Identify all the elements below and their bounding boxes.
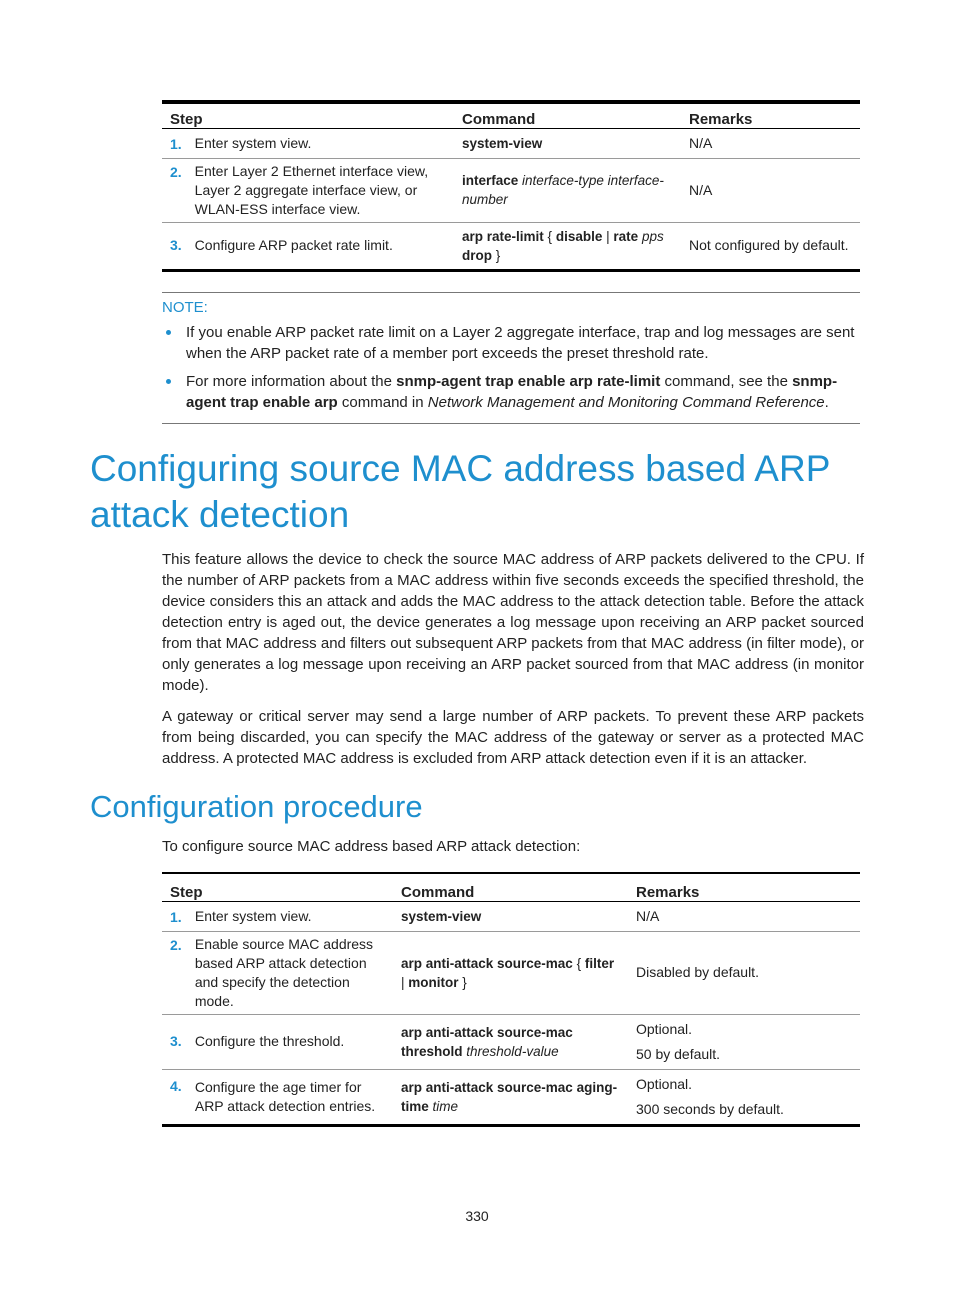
- command-text: [454, 222, 681, 270]
- command-keyword: arp anti-attack source-mac: [401, 955, 573, 971]
- remarks-text: N/A: [628, 901, 860, 931]
- col-command-header: Command: [454, 102, 681, 128]
- command-text: [454, 158, 681, 222]
- table-row: [162, 1014, 860, 1069]
- step-number: 3.: [170, 237, 182, 253]
- note-text: If you enable ARP packet rate limit on a Layer 2 aggregate interface, trap and log messages are sent when the ARP packet rate of a member port exceeds the preset threshold rate.: [186, 324, 855, 362]
- note-item: [162, 371, 860, 413]
- command-keyword: arp anti-attack source-mac threshold: [401, 1024, 573, 1059]
- command-keyword: system-view: [462, 135, 543, 151]
- section-heading: Configuring source MAC address based ARP attack detection: [90, 448, 830, 535]
- intro-paragraph: To configure source MAC address based ARP attack detection:: [162, 838, 581, 855]
- brace-open: {: [576, 955, 582, 971]
- step-text: Enable source MAC address based ARP attack detection and specify the detection mode.: [187, 931, 393, 1014]
- table-row: [162, 128, 860, 158]
- remarks-text: Optional.: [636, 1075, 693, 1092]
- col-command-header: Command: [393, 873, 628, 901]
- table-row: [162, 158, 860, 222]
- pipe: |: [606, 228, 610, 244]
- col-step-header: Step: [162, 102, 454, 128]
- command-argument: pps: [641, 228, 664, 244]
- table-row: [162, 901, 860, 931]
- step-text: Configure ARP packet rate limit.: [194, 237, 393, 253]
- table-row: [162, 1069, 860, 1125]
- note-label: NOTE:: [162, 299, 208, 316]
- remarks-text: N/A: [681, 158, 860, 222]
- command-text: [393, 1069, 628, 1125]
- step-number: 3.: [162, 1014, 187, 1069]
- command-keyword: system-view: [401, 908, 482, 924]
- command-keyword: rate: [613, 228, 639, 244]
- brace-open: {: [547, 228, 553, 244]
- step-number: 2.: [162, 158, 187, 222]
- step-number: 1.: [162, 901, 187, 931]
- table-row: [162, 931, 860, 1014]
- remarks-cell: [628, 1014, 860, 1069]
- note-list: [162, 322, 860, 413]
- table-row: [162, 222, 860, 270]
- command-argument: time: [432, 1098, 459, 1114]
- remarks-text: N/A: [681, 128, 860, 158]
- reference-title: Network Management and Monitoring Command Reference: [427, 394, 825, 411]
- note-text: .: [824, 394, 829, 411]
- step-text: Configure the threshold.: [187, 1014, 393, 1069]
- step-text: Enter Layer 2 Ethernet interface view, Layer 2 aggregate interface view, or WLAN-ESS interface view.: [187, 158, 454, 222]
- step-number: 2.: [162, 931, 187, 1014]
- step-text: Enter system view.: [187, 128, 454, 158]
- rate-limit-steps-table: [162, 100, 860, 272]
- command-keyword: drop: [462, 247, 492, 263]
- note-text: command, see the: [664, 373, 788, 390]
- command-keyword: snmp-agent trap enable arp: [186, 373, 838, 411]
- bullet-icon: [166, 330, 171, 335]
- subsection-heading: Configuration procedure: [90, 789, 423, 824]
- step-number: 4.: [170, 1077, 182, 1094]
- body-paragraph: This feature allows the device to check the source MAC address of ARP packets delivered to the CPU. If the number of ARP packets from a MAC address within five seconds exceeds the specified threshold, the device considers this an attack and adds the MAC address to the attack detection table. Before the attack detection entry is aged out, the device generates a log message upon receiving an ARP packet sourced from that MAC address and filters out subsequent ARP packets from that MAC address (in filter mode), or only generates a log message upon receiving an ARP packet sourced from that MAC address (in monitor mode).: [162, 551, 864, 694]
- brace-close: }: [495, 247, 501, 263]
- note-item: [162, 322, 860, 364]
- step-number: 1.: [162, 128, 187, 158]
- command-text: [393, 1014, 628, 1069]
- pipe: |: [401, 974, 405, 990]
- command-text: [393, 931, 628, 1014]
- command-argument: threshold-value: [466, 1043, 559, 1059]
- remarks-text: Optional.: [636, 1020, 693, 1037]
- note-text: For more information about the: [186, 373, 392, 390]
- body-paragraph: A gateway or critical server may send a large number of ARP packets. To prevent these ARP packets from being discarded, you can specify the MAC address of the gateway or server as a protected MAC address. A protected MAC address is excluded from ARP attack detection even if it is an attacker.: [162, 708, 864, 767]
- command-keyword: interface: [462, 173, 519, 188]
- command-keyword: snmp-agent trap enable arp rate-limit: [396, 373, 661, 390]
- page-number: 330: [465, 1208, 489, 1224]
- command-keyword: arp anti-attack source-mac aging-time: [401, 1079, 618, 1114]
- remarks-text: 300 seconds by default.: [636, 1100, 784, 1117]
- command-text: [454, 128, 681, 158]
- command-keyword: filter: [584, 955, 615, 971]
- command-keyword: arp rate-limit: [462, 228, 544, 244]
- command-text: [393, 901, 628, 931]
- col-remarks-header: Remarks: [628, 873, 860, 901]
- step-text: Enter system view.: [187, 901, 393, 931]
- remarks-text: Not configured by default.: [689, 237, 849, 253]
- step-text: Configure the age timer for ARP attack detection entries.: [194, 1078, 376, 1114]
- col-remarks-header: Remarks: [681, 102, 860, 128]
- remarks-text: Disabled by default.: [628, 931, 860, 1014]
- col-step-header: Step: [162, 873, 393, 901]
- note-text: command in: [341, 394, 424, 411]
- note-box: [162, 292, 860, 424]
- command-keyword: monitor: [408, 974, 459, 990]
- remarks-cell: [628, 1069, 860, 1125]
- brace-close: }: [462, 974, 467, 990]
- command-keyword: disable: [555, 228, 603, 244]
- bullet-icon: [166, 379, 171, 384]
- command-argument: interface-type interface-number: [462, 173, 664, 207]
- source-mac-steps-table: [162, 872, 860, 1127]
- remarks-text: 50 by default.: [636, 1045, 721, 1062]
